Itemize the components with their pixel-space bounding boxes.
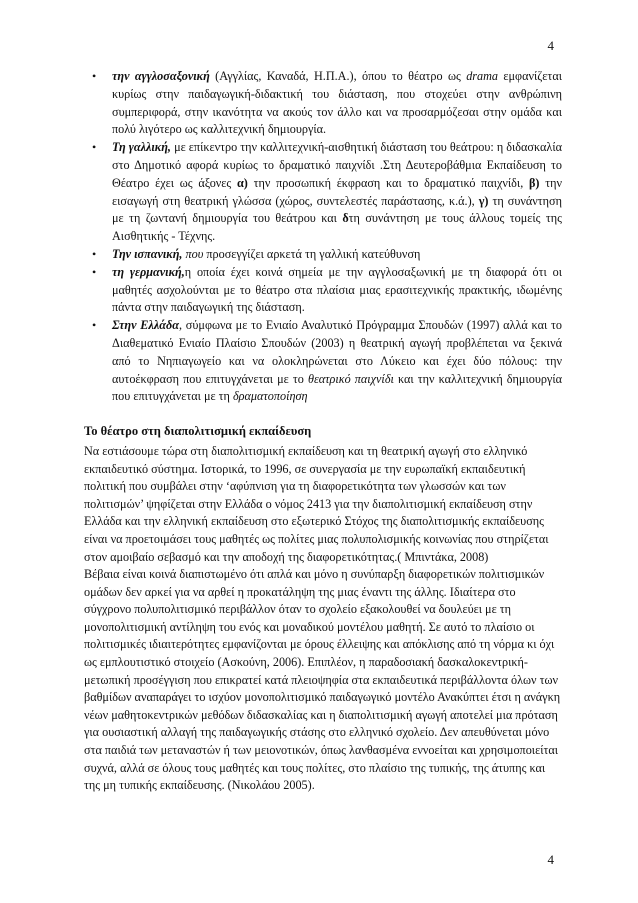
bullet-anglosaxon: • την αγγλοσαξονική (Αγγλίας, Καναδά, Η.Π.Α.), όπου το θέατρο ως drama εμφανίζεται κυρίως στην παιδαγωγική-διδακτική του διάσταση, που στοχεύει στην ανθρώπινη συμπεριφορά, στην ικανότητα να ακούς τον άλλο και να προσαρμόζεσαι στην ομάδα και πολύ λιγότερο ως καλλιτεχνική δημιουργία. xyxy=(112,68,562,139)
bullet-spanish: • Την ισπανική, που προσεγγίζει αρκετά τη γαλλική κατεύθυνση xyxy=(112,246,562,264)
bullet-greece: • Στην Ελλάδα, σύμφωνα με το Ενιαίο Αναλυτικό Πρόγραμμα Σπουδών (1997) αλλά και το Διαθεματικό Ενιαίο Πλαίσιο Σπουδών (2003) η θεατρική αγωγή προβλέπεται να ξεκινά από το Νηπιαγωγείο και να ολοκληρώνεται στο Λύκειο και έχει δύο πόλους: την αυτοέκφραση που επιτυγχάνεται με το θεατρικό παιχνίδι και την καλλιτεχνική δημιουργία που επιτυγχάνεται με τη δραματοποίηση xyxy=(112,317,562,406)
bullet-term: Τη γαλλική, xyxy=(112,140,171,155)
bullet-term: Στην Ελλάδα xyxy=(112,318,179,333)
page-number-bottom: 4 xyxy=(547,852,554,867)
page-number-top: 4 xyxy=(547,38,554,53)
bullet-term: Την ισπανική, xyxy=(112,246,183,261)
section-heading: Το θέατρο στη διαπολιτισμική εκπαίδευση xyxy=(84,424,312,438)
paragraph-1: Να εστιάσουμε τώρα στη διαπολιτισμική εκπαίδευση και τη θεατρική αγωγή στο ελληνικό εκπαιδευτικό σύστημα. Ιστορικά, το 1996, σε συνεργασία με την ευρωπαϊκή εκπαιδευτική πολιτική που συμβάλει στην ‘αφύπνιση για τη διαφορετικότητα των γλωσσών και των πολιτισμών’ ψηφίζεται στην Ελλάδα ο νόμος 2413 για την διαπολιτισμική εκπαίδευση στην Ελλάδα και την ελληνική εκπαίδευση στο εξωτερικό Στόχος της διαπολιτισμικής εκπαίδευσης είναι να προετοιμάσει τους μαθητές ως πολίτες μιας πολυπολισμικής κοινωνίας που στηρίζεται στον αμοιβαίο σεβασμό και την αποδοχή της διαφορετικότητας.( Μπιντάκα, 2008) xyxy=(84,444,549,564)
bullet-term: τη γερμανική, xyxy=(112,264,185,279)
paragraph-2: Βέβαια είναι κοινά διαπιστωμένο ότι απλά και μόνο η συνύπαρξη διαφορετικών πολιτισμικών ομάδων δεν αρκεί για να αρθεί η προκατάληψη της μιας έναντι της άλλης. Ιδιαίτερα στο σύγχρονο πολυπολιτισμικό περιβάλλον όταν το σχολείο εξακολουθεί να δουλεύει με τη μονοπολιτισμική αντίληψη του ενός και μοναδικού μοντέλου μαθητή. Σε αυτό το πλαίσιο οι πολιτισμικές ιδιαιτερότητες εμφανίζονται με όρους έλλειψης και απόκλισης από τη νόρμα κι όχι ως εμπλουτιστικό στοιχείο (Ασκούνη, 2006). Επιπλέον, η παραδοσιακή δασκαλοκεντρική- μετωπική προσέγγιση που επικρατεί κατά πλειοψηφία στα εκπαιδευτικά περιβάλλοντα όλων των βαθμίδων αναπαράγει το ισχύον μονοπολιτισμικό παιδαγωγικό μοντέλο Ανακύπτει έτσι η ανάγκη νέων μαθητοκεντρικών μεθόδων διδασκαλίας και η διαπολιτισμική αγωγή αποτελεί μια πρόταση για ουσιαστική αλλαγή της παιδαγωγικής στάσης στο ελληνικό σχολείο. Δεν απευθύνεται μόνο στα παιδιά των μεταναστών ή των μειονοτικών, όπως λανθασμένα εννοείται και χρησιμοποιείται συχνά, αλλά σε όλους τους μαθητές και τους πολίτες, στο πλαίσιο της τυπικής, της άτυπης και της μη τυπικής εκπαίδευσης. (Νικολάου 2005). xyxy=(84,567,561,793)
traditions-bullet-list xyxy=(112,68,562,406)
bullet-german: • τη γερμανική,η οποία έχει κοινά σημεία με την αγγλοσαξωνική με τη διαφορά ότι οι μαθητές ασχολούνται με το θέατρο στα πλαίσια μιας ερασιτεχνικής πρακτικής, ιδωμένης πάντα στην παιδαγωγική της διάσταση. xyxy=(112,264,562,317)
bullet-term: την αγγλοσαξονική xyxy=(112,69,210,83)
bullet-french: • Τη γαλλική, με επίκεντρο την καλλιτεχνική-αισθητική διάσταση του θεάτρου: η διδασκαλία στο Δημοτικό αφορά κυρίως το δραματικό παιχνίδι .Στη Δευτεροβάθμια Εκπαίδευση το Θέατρο έχει ως άξονες α) την προσωπική έκφραση και το δραματικό παιχνίδι, β) την εισαγωγή στη θεατρική γλώσσα (χώρος, συντελεστές παράστασης, κ.ά.), γ) τη συνάντηση με τη ζωντανή δημιουργία του θεάτρου και δτη συνάντηση με τους άλλους τομείς της Αισθητικής - Τέχνης. xyxy=(112,139,562,246)
